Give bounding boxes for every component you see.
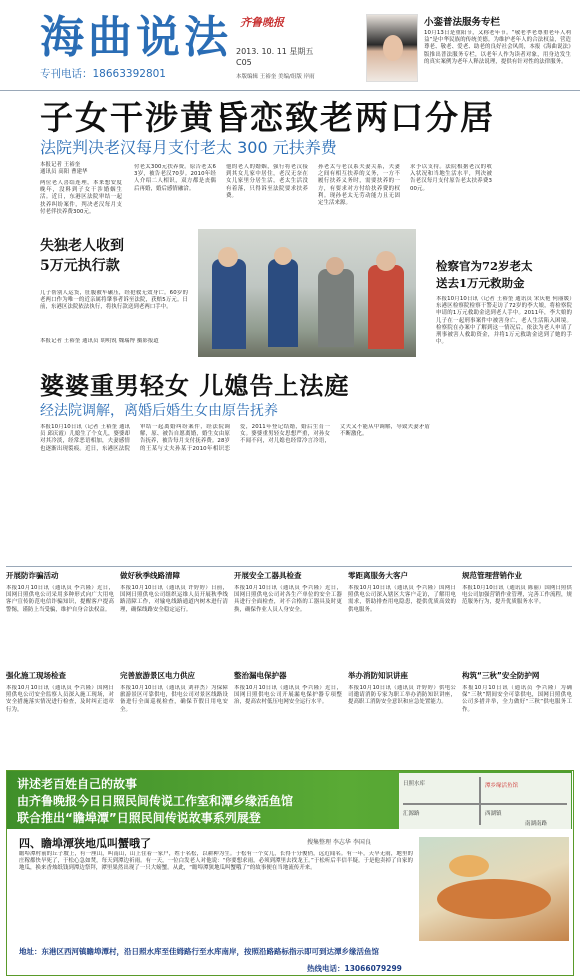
ad-story-body: 瞻埠潭村前的丘子坡上，有一座山，叫南山，山上住着一家户，姓于名松，以耕种为生。于松有一个女儿，长得十分俊俏，远近闻名。有一年，天旱无雨，地里的庄稼都快旱死了，于松心急如焚，每天到潭边祈雨。有一天，一位白发老人对他说：“你要想求雨，必须到潭里去找龙王。”于松听后半信半疑。于是他卖掉了自家的地瓜，换来香烛纸钱到潭边祭拜，潭里果然出现了一只大螃蟹。从此，“瞻埠潭狭地瓜叫蟹哦了”的故事便在当地流传开来。: [19, 851, 413, 872]
brief-body: 本报10月10日讯（通讯员 李兴隆）国网日照供电公司安全监察人员深入施工现场，对安全措施落实情况进行检查，及时纠正违章行为。: [6, 685, 114, 713]
brief-body: 本报10月10日讯（通讯员 李兴隆）近日，国网日照供电公司采用多种形式向广大用电客户宣传防范电信诈骗知识，提醒客户提高警惕，谨防上当受骗，维护自身合法权益。: [6, 585, 114, 613]
ad-address: 地址：东港区西河镇瞻埠潭村，沿日照水库至佳姆路行至水库南岸，按照沿路路标指示即可到达潭乡缘活鱼馆: [19, 947, 379, 956]
story2-byline: 本报记者 王裕奎 通讯员 胡明锐 魏瑞博 摄影报道: [40, 338, 159, 344]
map-label: 汇源路: [403, 811, 420, 817]
masthead-title: 海曲说法: [40, 12, 232, 63]
brief-body: 本报10月10日讯（通讯员 李兴隆）国网日照供电公司深入辖区大客户走访，了解用电需求，帮助排查用电隐患，提供优质高效的供电服务。: [348, 585, 456, 613]
ad-banner-line3: 联合推出“瞻埠潭”日照民间传说故事系列展登: [17, 811, 261, 825]
page-number: C05: [236, 58, 252, 67]
story1-byline: 本报记者 王裕奎 通讯员 高阳 曹建华: [40, 162, 88, 176]
ad-story-title: 四、瞻埠潭狭地瓜叫蟹哦了: [19, 837, 151, 850]
masthead-divider: [0, 90, 580, 91]
brief-title: 强化施工现场检查: [6, 671, 66, 680]
issue-date: 2013. 10. 11 星期五: [236, 47, 314, 56]
story1-col4: 孙老太与老汉系夫妻关系，夫妻之间有相互扶养的义务，一方不履行扶养义务时，需要扶养的一方，有要求对方付给扶养费的权利。现孙老太无劳动能力且无固定生活来源。: [318, 164, 400, 207]
brief-title: 规范管理营销作业: [462, 571, 522, 580]
column-box: [366, 14, 571, 88]
brief-title: 开展安全工器具检查: [234, 571, 302, 580]
column-body: 10月13日是重阳节，又称老年节。“敬老孝老尊重老年人利益”是中华民族的传统美德。为维护老年人的合法权益，营造尊老、敬老、爱老、助老的良好社会风尚，本报《海曲说法》版推出普法服务专栏，以老年人作为读者对象，用身边发生的真实案例为老年人释法说理，提供有针对性的法律服务。: [424, 30, 571, 65]
story1-col2: 付老太300元扶养费。原告老太63岁，被告老汉70岁。2010年经人介绍二人相识，双方都是丧偶后再婚，婚后感情融洽。: [134, 164, 216, 192]
brief-item: [6, 670, 114, 764]
ad-story-byline: 搜集整理 李志华 李国良: [307, 839, 371, 846]
brief-item: [234, 570, 342, 664]
folk-story-ad: [6, 770, 574, 976]
story4-subtitle: 经法院调解，离婚后婚生女由原告抚养: [40, 403, 278, 419]
masthead-hotline: 专刊电话：18663392801: [40, 68, 166, 80]
brief-title: 零距离服务大客户: [348, 571, 408, 580]
map-label: 日照水库: [403, 781, 426, 787]
brief-item: [348, 670, 456, 764]
brief-item: [234, 670, 342, 764]
location-map: [399, 773, 571, 829]
map-label: 南湖南路: [525, 821, 548, 827]
main-subheadline: 法院判决老汉每月支付老太 300 元扶养费: [40, 138, 337, 157]
brief-body: 本报10月10日讯（通讯员 刘祥杰）为保障旅游景区可靠供电，供电公司对景区线路设备进行全面巡视检查，确保节假日用电安全。: [120, 685, 228, 713]
ad-banner-line1: 讲述老百姓自己的故事: [17, 777, 138, 791]
section-divider: [6, 566, 572, 567]
brief-title: 完善旅游景区电力供应: [120, 671, 195, 680]
brief-body: 本报10月10日讯（通讯员 李兴隆）近日，国网日照供电公司对各生产单位的安全工器具进行全面检查，对不合格的工器具及时更换，确保作业人员人身安全。: [234, 585, 342, 613]
editors-line: 本版编辑 王裕奎 美编/组版 岸雨: [236, 74, 315, 80]
briefs-grid: [6, 570, 574, 766]
fish-dish-photo: [419, 837, 569, 941]
story3-body: 本报10月10日讯（记者 王裕奎 通讯员 宋庆艳 何丽媛）东港区检察院检察干警走访了72岁的李大娘，将检察院申请的1万元救助金送到老人手中。2011年，李大娘的儿子在一起刑事案件中被害身亡，老人生活陷入困境。检察院在办案中了解到这一情况后，依法为老人申请了刑事被害人救助资金，并将1万元救助金送到了她的手中。: [436, 296, 572, 346]
brief-title: 开展防诈骗活动: [6, 571, 59, 580]
brief-body: 本报10月10日讯（通讯员 李兴隆）近日，国网日照供电公司开展漏电保护器专项整治，提高农村低压电网安全运行水平。: [234, 685, 342, 706]
story3-title: 检察官为72岁老太 送去1万元救助金: [436, 259, 533, 290]
brief-body: 本报10月10日讯（通讯员 李兴隆）为确保“三秋”期间安全可靠供电，国网日照供电公司多措并举，全力做好“三秋”供电服务工作。: [462, 685, 572, 713]
brief-title: 做好秋季线路清障: [120, 571, 180, 580]
story1-col1: 两位老人喜结连理，本来想安度晚年，没料到子女干涉婚姻生活。近日，东港区法院审结一起扶养纠纷案件，判决老汉每月支付老伴扶养费300元。: [40, 180, 122, 215]
story4-body: 本报10月10日讯（记者 王裕奎 通讯员 邱庆霞）儿媳生了个女儿，婆婆却对其冷淡，经常恶语相加，夫妻感情也逐渐出现裂痕。近日，东港区法院审结一起离婚纠纷案件，经法院调解，原、被告自愿离婚，婚生女由原告抚养，被告每月支付抚养费。28岁的王某与丈夫孙某于2010年相识恋爱，2011年登记结婚，婚后生育一女。婆婆重男轻女思想严重，对孙女不闻不问，对儿媳也经常冷言冷语，丈夫又不能从中调解，导致夫妻矛盾不断激化。: [40, 424, 430, 452]
brief-body: 本报10月10日讯（通讯员 陈丽）国网日照供电公司加强营销作业管理，完善工作流程，规范服务行为，提升优质服务水平。: [462, 585, 572, 606]
brief-item: [462, 670, 572, 764]
ad-banner-line2: 由齐鲁晚报今日日照民间传说工作室和潭乡缘活鱼馆: [17, 794, 294, 808]
brief-title: 整治漏电保护器: [234, 671, 287, 680]
story1-col5: 求予以支持。法院根据老汉的收入状况和当地生活水平，判决被告老汉每月支付原告老太扶养费300元。: [410, 164, 492, 192]
brief-title: 举办消防知识讲座: [348, 671, 408, 680]
story4-title: 婆婆重男轻女 儿媳告上法庭: [40, 371, 350, 400]
brief-item: [120, 670, 228, 764]
brief-item: [120, 570, 228, 664]
brief-title: 构筑“三秋”安全防护网: [462, 671, 540, 680]
story1-col3: 他的老人的婚姻，强行将老汉接到其女儿家中居住，老汉无奈在女儿家里分居生活，老太生活没有着落，只得诉至法院要求扶养费。: [226, 164, 308, 199]
column-title: 小銮普法服务专栏: [424, 17, 501, 28]
story2-body: 儿子帮别人运货，肚腹被车碾压，经抢救无效身亡。60岁的老两口作为唯一的近亲属将肇事者诉至法院，获赔5万元。日前，东港区法院依法执行，将执行款送到老两口手中。: [40, 290, 188, 311]
brief-item: [348, 570, 456, 664]
columnist-avatar: [366, 14, 418, 82]
map-label: 西湖镇: [485, 811, 502, 817]
main-headline: 子女干涉黄昏恋致老两口分居: [40, 98, 495, 137]
brief-item: [462, 570, 572, 664]
brief-item: [6, 570, 114, 664]
ad-hotline: 热线电话：13066079299: [307, 964, 402, 973]
map-label: 潭乡缘活鱼馆: [485, 783, 519, 789]
paper-logo: 齐鲁晚报: [240, 16, 284, 29]
story2-photo: [198, 229, 416, 357]
story2-title: 失独老人收到 5万元执行款: [40, 238, 124, 274]
brief-body: 本报10月10日讯（通讯员 许婷婷）供电公司邀请消防专家为职工举办消防知识讲座，提高职工消防安全意识和应急处置能力。: [348, 685, 456, 706]
brief-body: 本报10月10日讯（通讯员 许婷婷）日前，国网日照供电公司组织运维人员开展秋季线路清障工作，对输电线路通道内树木进行清理，确保线路安全稳定运行。: [120, 585, 228, 613]
